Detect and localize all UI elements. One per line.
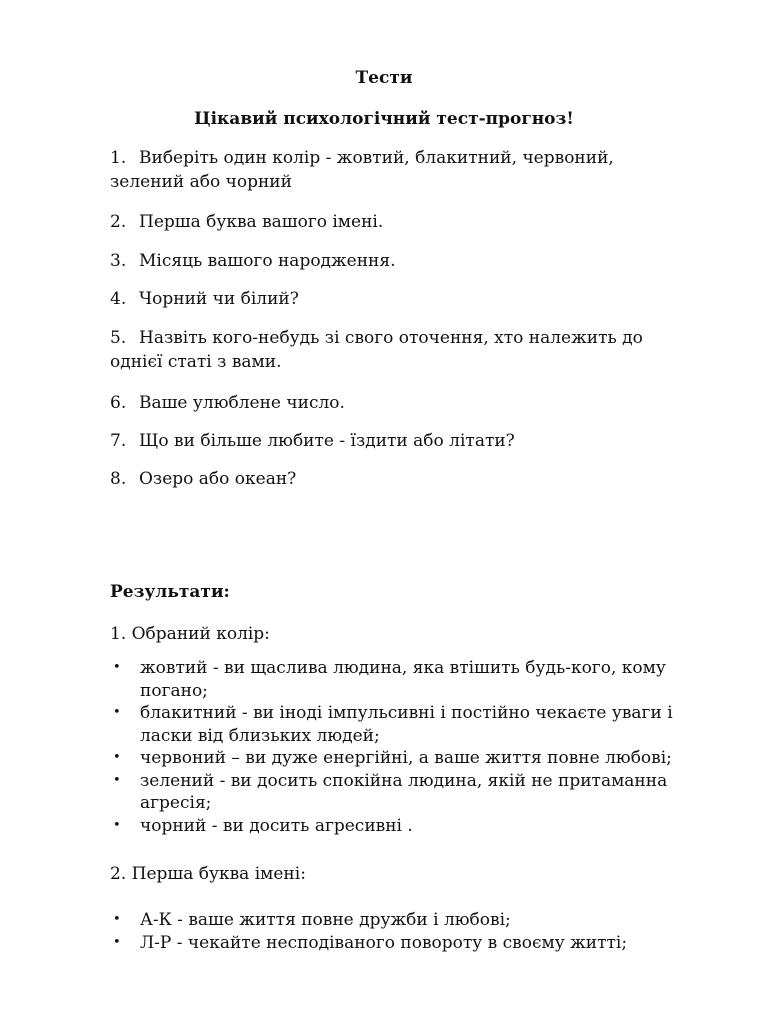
question-7 — [110, 429, 670, 453]
question-number: 5. — [110, 328, 127, 348]
question-8 — [110, 467, 670, 491]
question-4 — [110, 287, 670, 311]
list-item-text: зелений - ви досить спокійна людина, якій не притаманна агресія; — [140, 770, 668, 813]
section-2-label: 2. Перша буква імені: — [110, 864, 306, 884]
question-3 — [110, 249, 670, 273]
list-item — [110, 815, 700, 838]
page-title: Тести — [355, 68, 413, 88]
list-item — [110, 932, 700, 955]
question-text: Виберіть один колір - жовтий, блакитний, червоний, — [139, 148, 614, 168]
question-text-continued: зелений або чорний — [110, 172, 292, 192]
question-text: Місяць вашого народження. — [139, 251, 396, 271]
question-5 — [110, 326, 670, 374]
list-item-text: жовтий - ви щаслива людина, яка втішить будь-кого, кому погано; — [140, 658, 666, 701]
list-item-text: чорний - ви досить агресивні . — [140, 815, 413, 836]
list-item — [110, 657, 700, 702]
question-2 — [110, 210, 670, 234]
list-item-text: Л-Р - чекайте несподіваного повороту в своєму житті; — [140, 932, 628, 953]
question-number: 4. — [110, 289, 127, 309]
results-heading: Результати: — [110, 582, 230, 602]
bullet-icon: • — [113, 750, 121, 765]
question-1 — [110, 146, 670, 194]
question-number: 6. — [110, 393, 127, 413]
list-item — [110, 702, 700, 747]
question-text: Чорний чи білий? — [139, 289, 299, 309]
list-item-text: блакитний - ви іноді імпульсивні і постійно чекаєте уваги і ласки від близьких людей; — [140, 703, 673, 746]
bullet-icon: • — [113, 660, 121, 675]
question-number: 8. — [110, 469, 127, 489]
question-text-continued: однієї статі з вами. — [110, 352, 282, 372]
bullet-icon: • — [113, 934, 121, 950]
bullet-icon: • — [113, 817, 121, 833]
list-item — [110, 909, 700, 932]
section-1-list — [110, 657, 700, 837]
question-number: 2. — [110, 212, 127, 232]
question-text: Озеро або океан? — [139, 469, 297, 489]
question-6 — [110, 391, 670, 415]
question-text: Ваше улюблене число. — [139, 393, 345, 413]
question-number: 7. — [110, 431, 127, 451]
list-item — [110, 747, 700, 770]
question-text: Що ви більше любите - їздити або літати? — [139, 431, 515, 451]
page-subtitle: Цікавий психологічний тест-прогноз! — [194, 109, 574, 129]
question-number: 1. — [110, 148, 127, 168]
bullet-icon: • — [113, 705, 121, 720]
list-item-text: А-К - ваше життя повне дружби і любові; — [140, 910, 511, 930]
question-number: 3. — [110, 251, 127, 271]
list-item — [110, 770, 700, 815]
question-text: Назвіть кого-небудь зі свого оточення, хто належить до — [139, 328, 643, 348]
section-2-list — [110, 909, 700, 954]
bullet-icon: • — [113, 912, 121, 927]
list-item-text: червоний – ви дуже енергійні, а ваше життя повне любові; — [140, 748, 672, 768]
section-1-label: 1. Обраний колір: — [110, 624, 270, 644]
bullet-icon: • — [113, 772, 121, 788]
question-text: Перша буква вашого імені. — [139, 212, 384, 232]
